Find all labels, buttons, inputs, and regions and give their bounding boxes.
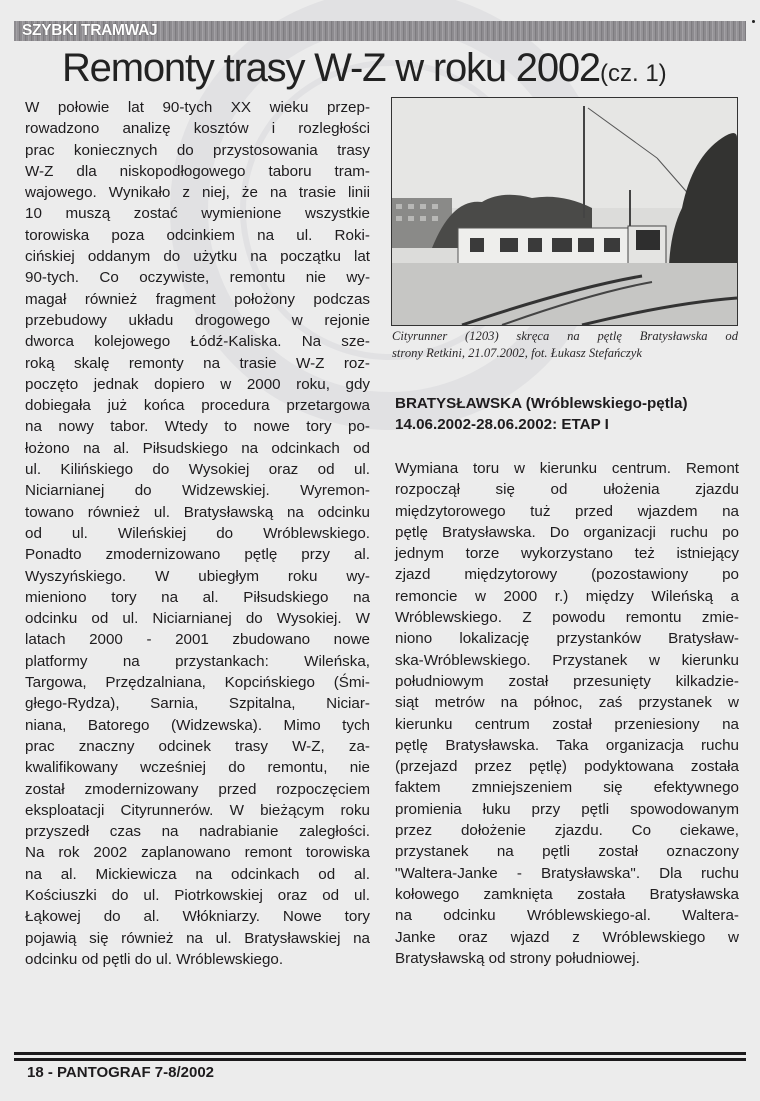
subheading-line: 14.06.2002-28.06.2002: ETAP I [395,416,609,433]
text-line: dworca kolejowego Łódź-Kaliska. Na sze- [25,333,370,351]
text-line: południowym został przesunięty kilkadzie- [395,672,739,690]
section-label: SZYBKI TRAMWAJ [22,22,158,39]
text-line: strony Retkini, 21.07.2002, fot. Łukasz Stefańczyk [392,346,642,360]
text-line: poczęto jednak dopiero w 2000 roku, gdy [25,375,370,393]
text-line: przystanek na pętli został oznaczony [395,843,739,861]
text-line: 10 muszą zostać wymienione wszystkie [25,205,370,223]
text-line: Targowa, Przędzalniana, Kopcińskiego (Śmi- [25,674,370,692]
photo-caption [392,328,738,362]
text-line: remoncie w 2000 r.) między Wileńską a [395,587,739,605]
text-line: Łąkowej do al. Włókniarzy. Nowe tory [25,908,370,926]
text-line: rozpoczął się od ułożenia zjazdu [395,481,739,499]
text-line: eksploatacji Cityrunnerów. W bieżącym roku [25,801,370,819]
text-line: Wróblewskiego. Z powodu remontu zmie- [395,609,739,627]
text-line: Kościuszki do ul. Piotrkowskiej oraz od ul. [25,886,370,904]
text-line: ul. Kilińskiego do Wysokiej oraz od ul. [25,461,370,479]
text-line: Wyszyńskiego. W ubiegłym roku wy- [25,567,370,585]
text-line: Cityrunner (1203) skręca na pętlę Bratysławska od [392,329,738,343]
text-line: prac koniecznych do przystosowania trasy [25,141,370,159]
article-title [62,43,667,99]
text-line: odcinku od pętli do ul. Wróblewskiego. [25,950,284,968]
section-subheading [395,393,745,435]
text-line: (przejazd przez pętlę) podyktowana została [395,758,739,776]
text-line: pętlę Bratysławska. Taka organizacja ruchu [395,736,739,754]
text-line: "Waltera-Janke - Bratysławska". Dla ruchu [395,864,739,882]
margin-dot [752,20,755,23]
text-line: rowadzono analizę kosztów i rozległości [25,120,370,138]
text-line: roką skalę remonty na trasie W-Z roz- [25,354,370,372]
text-line: odcinku od ul. Niciarnianej do Wysokiej. W [25,610,370,628]
text-line: jednym torze wykorzystano też istniejący [395,545,739,563]
page-footer: 18 - PANTOGRAF 7-8/2002 [27,1064,215,1081]
text-line: został zmodernizowany przed rozpoczęciem [25,780,370,798]
text-line: W-Z dla niskopodłogowego taboru tram- [25,162,370,180]
text-line: promienia łuku przy pętli spowodowanym [395,800,739,818]
text-line: torowiska poza odcinkiem na ul. Roki- [25,226,370,244]
text-line: na al. Mickiewicza na odcinkach od al. [25,865,370,883]
text-line: na nowy tabor. Wtedy to nowe tory po- [25,418,370,436]
text-line: łożono na al. Piłsudskiego na odcinkach od [25,439,370,457]
text-line: prac znaczny odcinek trasy W-Z, za- [25,737,370,755]
left-column-text [25,97,370,970]
text-line: kierunku centrum został przeniesiony na [395,715,739,733]
text-line: Na rok 2002 zaplanowano remont torowiska [25,844,370,862]
tram [458,226,666,266]
text-line: przyszedł czas na nadrabianie zaległości. [25,823,370,841]
text-line: pętlę Bratysławska. Do organizacji ruchu po [395,523,739,541]
article-title-text: Remonty trasy W-Z w roku 2002 [62,46,600,90]
text-line: magał również fragment położony podczas [25,290,370,308]
footer-rule-bottom [14,1058,746,1061]
text-line: przebudowy układu drogowego w rejonie [25,311,370,329]
text-line: 90-tych. Co oczywiste, remontu nie wy- [25,269,370,287]
text-line: Ponadto zmodernizowano pętlę przy al. [25,546,370,564]
text-line: mieniono tory na al. Piłsudskiego na [25,588,370,606]
text-line: Niciarnianej do Widzewskiej. Wyremon- [25,482,370,500]
tram-photo-image [392,98,737,325]
text-line: Wymiana toru w kierunku centrum. Remont [395,460,739,477]
text-line: Janke oraz wjazd z Wróblewskiego w [395,928,739,946]
text-line: niono lokalizację przystanków Bratysław- [395,630,739,648]
text-line: wajowego. Wynikało z niej, że na trasie linii [25,184,370,202]
text-line: na odcinku Wróblewskiego-al. Waltera- [395,907,739,925]
text-line: siąt metrów na północ, zaś przystanek w [395,694,739,712]
text-line: kwalifikowany wcześniej do remontu, nie [25,759,370,777]
text-line: głego-Rydza), Sarnia, Szpitalna, Niciar- [25,695,370,713]
text-line: dobiegała już końca procedura przetargowa [25,397,370,415]
text-line: zjazd międzytorowy (pozostawiony po [395,566,739,584]
text-line: pojawią się również na ul. Bratysławskiej na [25,929,370,947]
article-title-suffix: (cz. 1) [599,60,667,87]
text-line: niana, Batorego (Widzewska). Mimo tych [25,716,370,734]
text-line: od ul. Wileńskiej do Wróblewskiego. [25,524,370,542]
text-line: towano również ul. Bratysławską na odcinku [25,503,370,521]
text-line: faktem zmniejszeniem się efektywnego [395,779,739,797]
text-line: W połowie lat 90-tych XX wieku przep- [25,99,370,116]
subheading-line: BRATYSŁAWSKA (Wróblewskiego-pętla) [395,395,688,412]
text-line: cińskiej oddanym do użytku na początku lat [25,248,370,266]
footer-rule-top [14,1052,746,1055]
text-line: międzytorowego tuż przed wjazdem na [395,502,739,520]
text-line: ska-Wróblewskiego. Przystanek w kierunku [395,651,739,669]
section-header-bar [14,21,746,41]
text-line: platformy na przystankach: Wileńska, [25,652,370,670]
text-line: kołowego zamknięta została Bratysławska [395,885,739,903]
text-line: latach 2000 - 2001 zbudowano nowe [25,631,370,649]
tram-photo [391,97,738,326]
text-line: przez dołożenie zjazdu. Co ciekawe, [395,822,739,840]
right-column-text [395,458,739,969]
text-line: Bratysławską od strony południowej. [395,949,640,967]
